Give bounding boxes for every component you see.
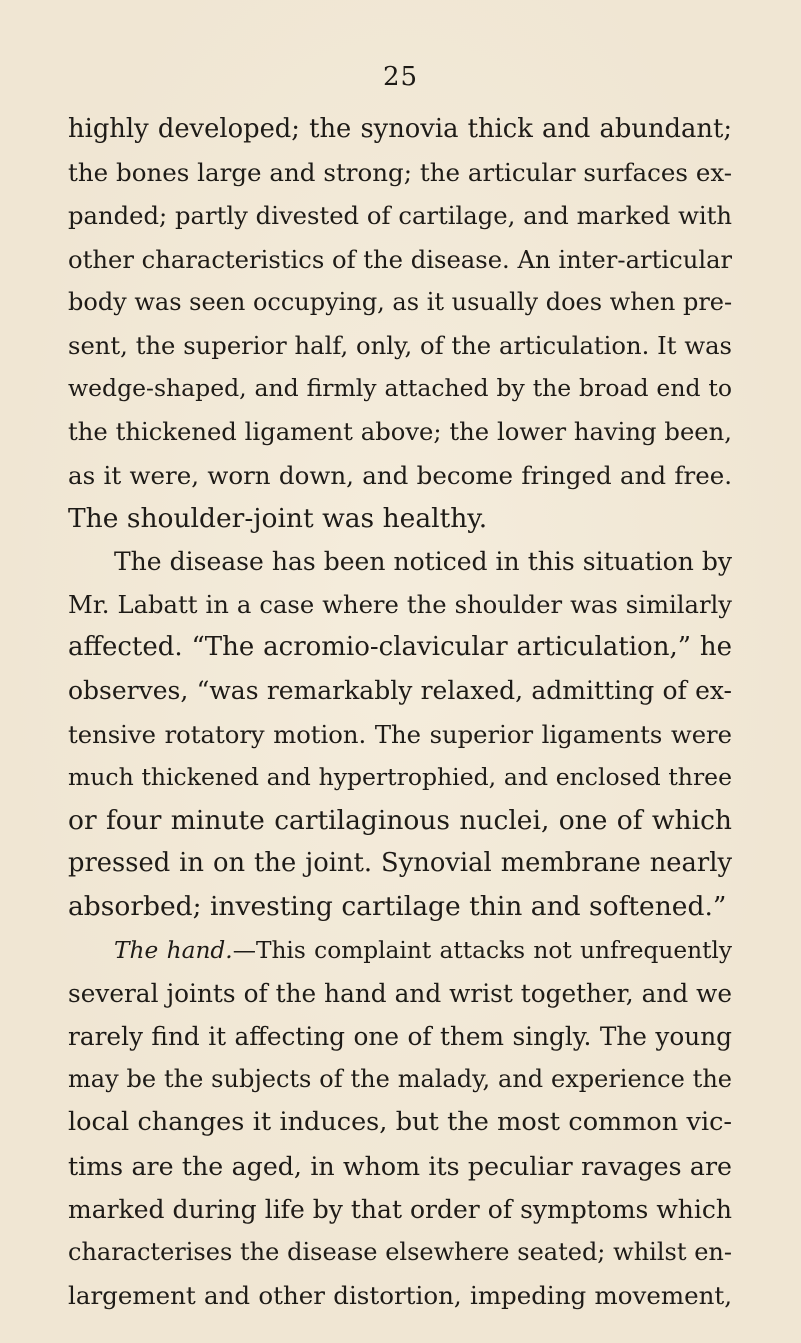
text-line xyxy=(68,626,732,669)
text-line xyxy=(68,151,732,194)
line-text: affected. “The acromio-clavicular articulation,” he xyxy=(68,632,732,663)
line-text: tims are the aged, in whom its peculiar ravages are xyxy=(68,1151,732,1181)
line-text: rarely find it affecting one of them singly. The young xyxy=(68,1021,732,1051)
line-text: tensive rotatory motion. The superior ligaments were xyxy=(68,719,732,749)
text-line xyxy=(68,583,732,626)
line-text: the thickened ligament above; the lower having been, xyxy=(68,417,732,447)
text-line xyxy=(68,929,732,972)
line-text: the bones large and strong; the articular surfaces ex- xyxy=(68,158,732,188)
line-text: sent, the superior half, only, of the articulation. It was xyxy=(68,330,732,360)
text-line xyxy=(68,540,732,583)
body-text xyxy=(68,108,732,1317)
text-line xyxy=(68,1015,732,1058)
line-text: local changes it induces, but the most common vic- xyxy=(68,1107,732,1138)
text-line xyxy=(68,410,732,453)
text-line xyxy=(68,972,732,1015)
text-line xyxy=(68,1188,732,1231)
section-heading-italic: The hand. xyxy=(114,936,233,964)
line-text: absorbed; investing cartilage thin and softened.” xyxy=(68,891,727,923)
line-text: panded; partly divested of cartilage, and marked with xyxy=(68,201,732,231)
text-line xyxy=(68,1274,732,1317)
line-text: observes, “was remarkably relaxed, admitting of ex- xyxy=(68,676,732,706)
text-line xyxy=(68,1145,732,1188)
text-line xyxy=(68,756,732,799)
line-text: characterises the disease elsewhere seated; whilst en- xyxy=(68,1237,732,1266)
line-text: —This complaint attacks not unfrequently xyxy=(232,936,732,964)
text-line xyxy=(68,238,732,281)
text-line xyxy=(68,1231,732,1274)
line-text: marked during life by that order of symptoms which xyxy=(68,1194,732,1224)
text-line xyxy=(68,194,732,237)
text-line xyxy=(68,1101,732,1144)
line-text: much thickened and hypertrophied, and enclosed three xyxy=(68,762,732,791)
text-line xyxy=(68,799,732,842)
text-line xyxy=(68,497,732,540)
line-text: may be the subjects of the malady, and experience the xyxy=(68,1065,732,1094)
line-text: wedge-shaped, and firmly attached by the broad end to xyxy=(68,374,732,403)
text-line xyxy=(68,669,732,712)
line-text: several joints of the hand and wrist together, and we xyxy=(68,978,732,1008)
text-line xyxy=(68,885,732,928)
line-text: as it were, worn down, and become fringed and free. xyxy=(68,460,732,490)
line-text: pressed in on the joint. Synovial membrane nearly xyxy=(68,848,732,879)
line-text: largement and other distortion, impeding movement, xyxy=(68,1281,732,1311)
line-text: Mr. Labatt in a case where the shoulder was similarly xyxy=(68,590,732,620)
text-line xyxy=(68,108,732,151)
text-line xyxy=(68,842,732,885)
line-text: highly developed; the synovia thick and abundant; xyxy=(68,114,732,144)
text-line xyxy=(68,367,732,410)
text-line xyxy=(68,713,732,756)
line-text: The shoulder-joint was healthy. xyxy=(68,502,488,534)
line-text: body was seen occupying, as it usually does when pre- xyxy=(68,287,732,316)
line-text: or four minute cartilaginous nuclei, one of which xyxy=(68,805,732,836)
text-line xyxy=(68,324,732,367)
page-number: 25 xyxy=(382,62,419,92)
line-text: other characteristics of the disease. An inter-articular xyxy=(68,244,732,274)
line-text: The disease has been noticed in this situation by xyxy=(114,546,732,576)
text-line xyxy=(68,1058,732,1101)
text-line xyxy=(68,281,732,324)
text-line xyxy=(68,454,732,497)
